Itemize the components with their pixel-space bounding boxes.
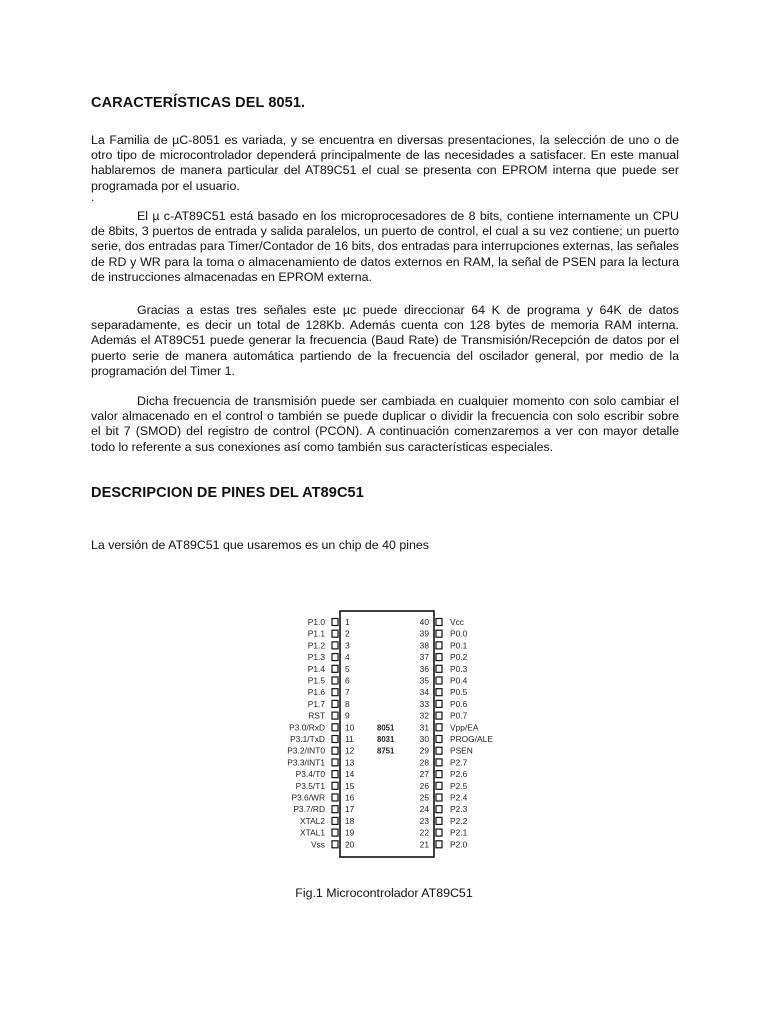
- pin-number: 15: [345, 780, 355, 791]
- pin-stub: [436, 654, 442, 661]
- pin-label: P0.7: [450, 710, 468, 721]
- pin-label: P3.2/INT0: [287, 745, 325, 756]
- pin-number: 8: [345, 698, 350, 709]
- pin-number: 19: [345, 827, 355, 838]
- pin-number: 33: [419, 698, 429, 709]
- pin-stub: [436, 747, 442, 754]
- pin-stub: [332, 689, 338, 696]
- pin-label: RST: [308, 710, 325, 721]
- pin-stub: [436, 771, 442, 778]
- pin-label: P2.4: [450, 792, 468, 803]
- pin-stub: [436, 782, 442, 789]
- pin-label: P0.5: [450, 687, 468, 698]
- pin-stub: [436, 700, 442, 707]
- pin-label: P3.4/T0: [295, 769, 325, 780]
- pin-label: P2.2: [450, 815, 468, 826]
- pin-number: 2: [345, 628, 350, 639]
- pin-stub: [332, 654, 338, 661]
- pin-label: Vpp/EA: [450, 722, 479, 733]
- pin-number: 29: [419, 745, 429, 756]
- pin-label: P0.3: [450, 663, 468, 674]
- pin-number: 11: [345, 734, 354, 744]
- pin-stub: [436, 794, 442, 801]
- pin-number: 3: [345, 640, 350, 651]
- pin-label: P2.1: [450, 827, 468, 838]
- pin-number: 34: [419, 687, 429, 698]
- pin-stub: [332, 700, 338, 707]
- pin-number: 25: [419, 792, 429, 803]
- pin-stub: [436, 630, 442, 637]
- pin-number: 20: [345, 839, 355, 850]
- pin-label: P3.1/TxD: [290, 734, 325, 744]
- paragraph-familia: La Familia de µC-8051 es variada, y se encuentra en diversas presentaciones, la selección de uno o de otro tipo de microcontrolador dependerá principalmente de las necesidades a satisfacer. En este manual hablaremos de manera particular del AT89C51 el cual se presenta con EPROM interna que puede ser programada por el usuario.: [91, 133, 679, 193]
- pin-label: P2.7: [450, 757, 468, 768]
- pin-stub: [332, 677, 338, 684]
- section-title-caracteristicas: CARACTERÍSTICAS DEL 8051.: [91, 95, 306, 111]
- pin-number: 7: [345, 687, 350, 698]
- pin-number: 32: [419, 710, 429, 721]
- pin-stub: [332, 771, 338, 778]
- pin-number: 36: [419, 663, 429, 674]
- pin-stub: [332, 794, 338, 801]
- pin-label: P1.2: [307, 640, 325, 651]
- pin-label: P0.2: [450, 652, 468, 663]
- pin-label: P3.0/RxD: [289, 722, 325, 733]
- pin-stub: [332, 724, 338, 731]
- pin-stub: [436, 829, 442, 836]
- pin-number: 18: [345, 815, 355, 826]
- pin-number: 21: [419, 839, 429, 850]
- pin-number: 14: [345, 769, 355, 780]
- pin-label: P2.5: [450, 780, 468, 791]
- pin-stub: [332, 712, 338, 719]
- pin-stub: [332, 665, 338, 672]
- pin-stub: [436, 677, 442, 684]
- paragraph-dicha-frecuencia: Dicha frecuencia de transmisión puede ser cambiada en cualquier momento con solo cambiar el valor almacenado en el control o también se puede duplicar o dividir la frecuencia con solo escribir sobre el bit 7 (SMOD) del registro de control (PCON). A continuación comenzaremos a ver con mayor detalle todo lo referente a sus conexiones así como también sus características especiales.: [91, 394, 679, 454]
- section-title-descripcion-pines: DESCRIPCION DE PINES DEL AT89C51: [91, 485, 364, 501]
- pin-stub: [332, 736, 338, 743]
- pin-label: PSEN: [450, 745, 473, 756]
- pin-stub: [332, 642, 338, 649]
- pin-stub: [436, 736, 442, 743]
- left-pin-group: [287, 617, 354, 849]
- pin-label: P2.0: [450, 839, 468, 850]
- pin-stub: [436, 665, 442, 672]
- paragraph-version-chip: La versión de AT89C51 que usaremos es un chip de 40 pines: [91, 538, 429, 552]
- pin-stub: [436, 841, 442, 848]
- pin-stub: [332, 829, 338, 836]
- pin-stub: [436, 806, 442, 813]
- pin-number: 40: [419, 617, 429, 627]
- pin-label: P1.0: [307, 617, 325, 627]
- pin-number: 28: [419, 757, 429, 768]
- pin-label: XTAL1: [300, 827, 325, 838]
- pin-number: 37: [419, 652, 429, 663]
- pin-stub: [436, 712, 442, 719]
- pin-label: P1.3: [307, 652, 325, 663]
- paragraph-dot: .: [91, 190, 95, 204]
- pin-label: P1.7: [307, 698, 325, 709]
- pin-number: 22: [419, 827, 429, 838]
- pin-label: PROG/ALE: [450, 734, 493, 744]
- pin-number: 6: [345, 675, 350, 686]
- part-number-label: 8031: [377, 735, 395, 744]
- paragraph-at89c51-basado: El µ c-AT89C51 está basado en los microprocesadores de 8 bits, contiene internamente un CPU de 8bits, 3 puertos de entrada y salida paralelos, un puerto de control, el cual a su vez contiene; un puerto serie, dos entradas para Timer/Contador de 16 bits, dos entradas para interrupciones externas, las señales de RD y WR para la toma o almacenamiento de datos externos en RAM, la señal de PSEN para la lectura de instrucciones almacenadas en EPROM externa.: [91, 209, 679, 284]
- pin-label: Vss: [311, 839, 325, 850]
- pin-number: 17: [345, 804, 355, 815]
- pin-label: P2.3: [450, 804, 468, 815]
- pin-number: 39: [419, 628, 429, 639]
- pin-label: P3.3/INT1: [287, 757, 325, 768]
- pin-number: 12: [345, 745, 355, 756]
- pin-stub: [332, 806, 338, 813]
- pin-stub: [332, 759, 338, 766]
- pin-label: P0.1: [450, 640, 468, 651]
- pin-number: 30: [419, 734, 429, 744]
- pin-number: 35: [419, 675, 429, 686]
- pin-label: P1.6: [307, 687, 325, 698]
- pin-label: P1.4: [307, 663, 325, 674]
- paragraph-gracias: Gracias a estas tres señales este µc puede direccionar 64 K de programa y 64K de datos separadamente, es decir un total de 128Kb. Además cuenta con 128 bytes de memoria RAM interna. Además el AT89C51 puede generar la frecuencia (Baud Rate) de Transmisión/Recepción de datos por el puerto serie de manera automática partiendo de la frecuencia del oscilador general, por medio de la programación del Timer 1.: [91, 303, 679, 378]
- pin-label: P1.1: [307, 628, 325, 639]
- part-number-group: [377, 723, 395, 755]
- pin-stub: [436, 689, 442, 696]
- pin-stub: [436, 759, 442, 766]
- pin-number: 31: [419, 722, 429, 733]
- pin-number: 27: [419, 769, 429, 780]
- pin-number: 16: [345, 792, 355, 803]
- pin-stub: [436, 642, 442, 649]
- pin-label: P0.0: [450, 628, 468, 639]
- pin-stub: [332, 747, 338, 754]
- pin-stub: [436, 619, 442, 626]
- pin-stub: [436, 724, 442, 731]
- pin-number: 38: [419, 640, 429, 651]
- pin-label: P1.5: [307, 675, 325, 686]
- pin-number: 23: [419, 815, 429, 826]
- figure-caption: Fig.1 Microcontrolador AT89C51: [295, 886, 473, 900]
- pin-label: P2.6: [450, 769, 468, 780]
- pin-label: P3.7/RD: [293, 804, 325, 815]
- pin-number: 24: [419, 804, 429, 815]
- pin-label: P3.5/T1: [295, 780, 325, 791]
- pin-label: P0.4: [450, 675, 468, 686]
- pin-label: P3.6/WR: [291, 792, 325, 803]
- pin-stub: [332, 817, 338, 824]
- pin-stub: [332, 630, 338, 637]
- pin-number: 1: [345, 617, 350, 627]
- part-number-label: 8051: [377, 723, 395, 733]
- pin-stub: [332, 782, 338, 789]
- pin-number: 4: [345, 652, 350, 663]
- right-pin-group: [420, 617, 494, 849]
- pin-stub: [436, 817, 442, 824]
- part-number-label: 8751: [377, 746, 395, 756]
- pin-number: 13: [345, 757, 355, 768]
- pin-stub: [332, 841, 338, 848]
- pin-number: 5: [345, 663, 350, 674]
- pin-label: P0.6: [450, 698, 468, 709]
- pin-number: 9: [345, 710, 350, 721]
- pin-label: Vcc: [450, 617, 464, 627]
- pin-number: 10: [345, 722, 355, 733]
- pin-number: 26: [419, 780, 429, 791]
- pin-stub: [332, 619, 338, 626]
- pin-label: XTAL2: [300, 815, 325, 826]
- chip-pinout-diagram: [270, 608, 510, 860]
